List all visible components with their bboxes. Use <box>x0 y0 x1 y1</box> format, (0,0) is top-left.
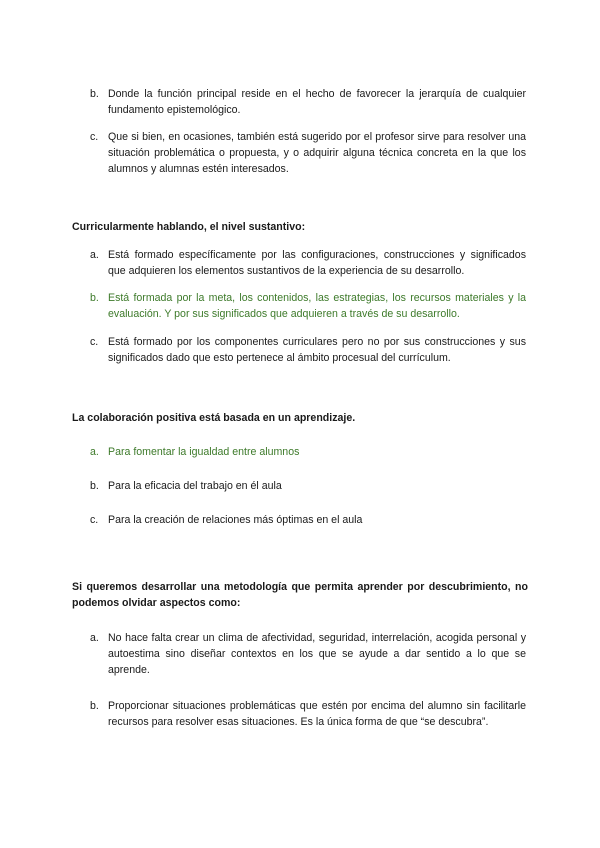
q2-question: La colaboración positiva está basada en un aprendizaje. <box>72 412 356 424</box>
option-letter: c. <box>90 336 99 348</box>
option-letter: c. <box>90 514 99 526</box>
option-text: Que si bien, en ocasiones, también está sugerido por el profesor sirve para resolver una situación problemática o propuesta, y o adquirir alguna técnica concreta en la que los alumnos y alumnas estén interesados. <box>108 131 526 175</box>
q3-option-a <box>90 630 526 678</box>
option-letter: c. <box>90 131 99 143</box>
option-letter: b. <box>90 88 99 100</box>
option-letter: b. <box>90 480 99 492</box>
option-letter: b. <box>90 700 99 712</box>
option-letter: b. <box>90 292 99 304</box>
q3-option-b <box>90 698 526 730</box>
q1-option-a <box>90 247 526 279</box>
option-letter: a. <box>90 446 99 458</box>
q3-question: Si queremos desarrollar una metodología que permita aprender por descubrimiento, no podemos olvidar aspectos como: <box>72 581 528 609</box>
option-text: No hace falta crear un clima de afectividad, seguridad, interrelación, acogida personal y autoestima sino diseñar contextos en los que se ayude a dar sentido a lo que se aprende. <box>108 632 526 676</box>
q0-option-c <box>90 129 526 177</box>
option-text: Para la creación de relaciones más óptimas en el aula <box>108 514 363 526</box>
option-letter: a. <box>90 249 99 261</box>
q2-option-a-correct <box>90 444 526 460</box>
q0-option-b <box>90 86 526 118</box>
option-text: Está formado por los componentes curriculares pero no por sus construcciones y sus significados dado que esto pertenece al ámbito procesual del currículum. <box>108 336 526 364</box>
option-text: Para fomentar la igualdad entre alumnos <box>108 446 300 458</box>
option-text: Donde la función principal reside en el hecho de favorecer la jerarquía de cualquier fundamento epistemológico. <box>108 88 526 116</box>
q1-option-b-correct <box>90 290 526 322</box>
option-text: Está formado específicamente por las configuraciones, construcciones y significados que adquieren los elementos sustantivos de la experiencia de su desarrollo. <box>108 249 526 277</box>
option-text: Proporcionar situaciones problemáticas que estén por encima del alumno sin facilitarle recursos para resolver esas situaciones. Es la única forma de que “se descubra”. <box>108 700 526 728</box>
option-letter: a. <box>90 632 99 644</box>
q1-question: Curricularmente hablando, el nivel sustantivo: <box>72 221 306 233</box>
q2-option-b <box>90 478 526 494</box>
q2-option-c <box>90 512 526 528</box>
option-text: Para la eficacia del trabajo en él aula <box>108 480 282 492</box>
option-text: Está formada por la meta, los contenidos, las estrategias, los recursos materiales y la evaluación. Y por sus significados que adquieren a través de su desarrollo. <box>108 292 526 320</box>
q1-option-c <box>90 334 526 366</box>
